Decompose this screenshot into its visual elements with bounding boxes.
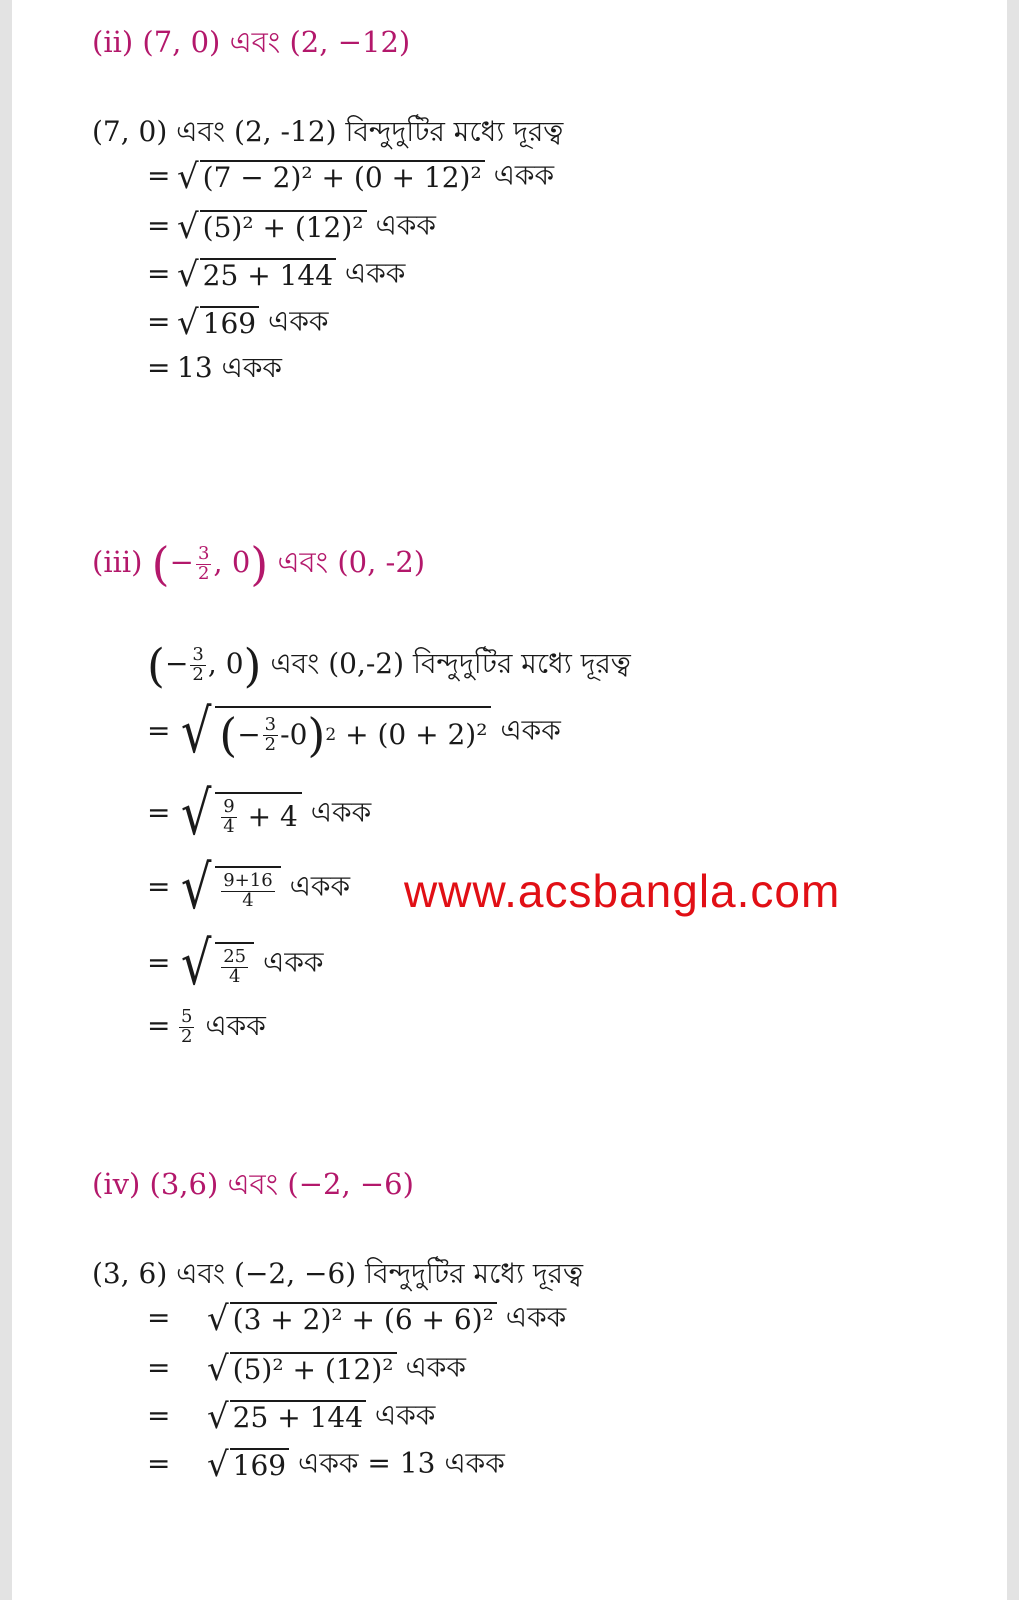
unit-label: একক [289, 869, 351, 903]
part-iii-points: এবং (0, -2) [277, 545, 426, 579]
part-ii-step-2-radicand: (5)² + (12)² [200, 210, 367, 244]
part-ii-step-1: = √ (7 − 2)² + (0 + 12)² একক [147, 157, 555, 197]
watermark-url: www.acsbangla.com [404, 865, 841, 917]
part-ii-label: (ii) [92, 25, 134, 59]
part-iii-label: (iii) [92, 545, 143, 579]
part-iii-step-5: = $\frac{5}{2}$ একক [147, 1006, 266, 1047]
unit-label: একক [268, 304, 329, 338]
unit-label: একক [221, 351, 283, 384]
part-iii-step-3: = √ $\frac{9+16}{4}$ একক [147, 853, 351, 923]
part-ii-step-3-radicand: 25 + 144 [200, 258, 336, 292]
unit-label: একক [263, 945, 324, 979]
part-ii-step-2: = √ (5)² + (12)² একক [147, 207, 436, 247]
document-page [12, 0, 1007, 1600]
part-ii-step-5: = 13 একক [147, 351, 283, 384]
unit-label: একক [405, 1350, 466, 1384]
part-ii-heading [92, 20, 410, 69]
part-iv-points: (3,6) এবং (−2, −6) [149, 1167, 414, 1201]
unit-label: একক [500, 713, 561, 747]
unit-label: একক [310, 795, 372, 829]
part-iii-step-2: = √ $\frac{9}{4}$ + 4 একক [147, 779, 372, 849]
part-iv-statement: (3, 6) এবং (−2, −6) বিন্দুদুটির মধ্যে দূরত্ব [92, 1257, 583, 1290]
part-iv-result: = 13 একক [367, 1446, 505, 1480]
part-ii-step-4: = √ 169 একক [147, 303, 329, 343]
part-iii-step-4: = √ $\frac{25}{4}$ একক [147, 929, 324, 999]
part-ii-step-4-radicand: 169 [200, 306, 259, 340]
part-ii-step-3: = √ 25 + 144 একক [147, 255, 406, 295]
part-iv-step-1: = √ (3 + 2)² + (6 + 6)² একক [147, 1299, 567, 1339]
unit-label: একক [505, 1300, 567, 1334]
part-iv-heading [92, 1162, 414, 1211]
unit-label: একক [374, 1398, 436, 1432]
part-iv-step-3: = √ 25 + 144 একক [147, 1397, 436, 1437]
unit-label: একক [375, 208, 436, 242]
part-ii-statement: (7, 0) এবং (2, -12) বিন্দুদুটির মধ্যে দূরত্ব [92, 115, 564, 148]
part-ii-points: (7, 0) এবং (2, −12) [142, 25, 411, 59]
unit-label: একক [205, 1008, 266, 1042]
part-iv-label: (iv) [92, 1167, 141, 1201]
part-ii-result: 13 [177, 351, 213, 384]
unit-label: একক [298, 1446, 359, 1480]
unit-label: একক [493, 158, 555, 192]
part-ii-step-1-radicand: (7 − 2)² + (0 + 12)² [200, 160, 485, 194]
part-iv-step-4: = √ 169 একক = 13 একক [147, 1445, 505, 1485]
part-iii-heading: (iii) (− $\frac{3}{2}$ , 0) এবং (0, -2) [92, 537, 426, 591]
unit-label: একক [344, 256, 406, 290]
part-iv-step-2: = √ (5)² + (12)² একক [147, 1349, 466, 1389]
part-iii-step-1: = √ ( − $\frac{3}{2}$ - 0 ) 2 + (0 + 2)² একক [147, 697, 561, 767]
part-iii-statement: (− $\frac{3}{2}$ , 0) এবং (0,-2) বিন্দুদুটির মধ্যে দূরত্ব [147, 638, 631, 693]
